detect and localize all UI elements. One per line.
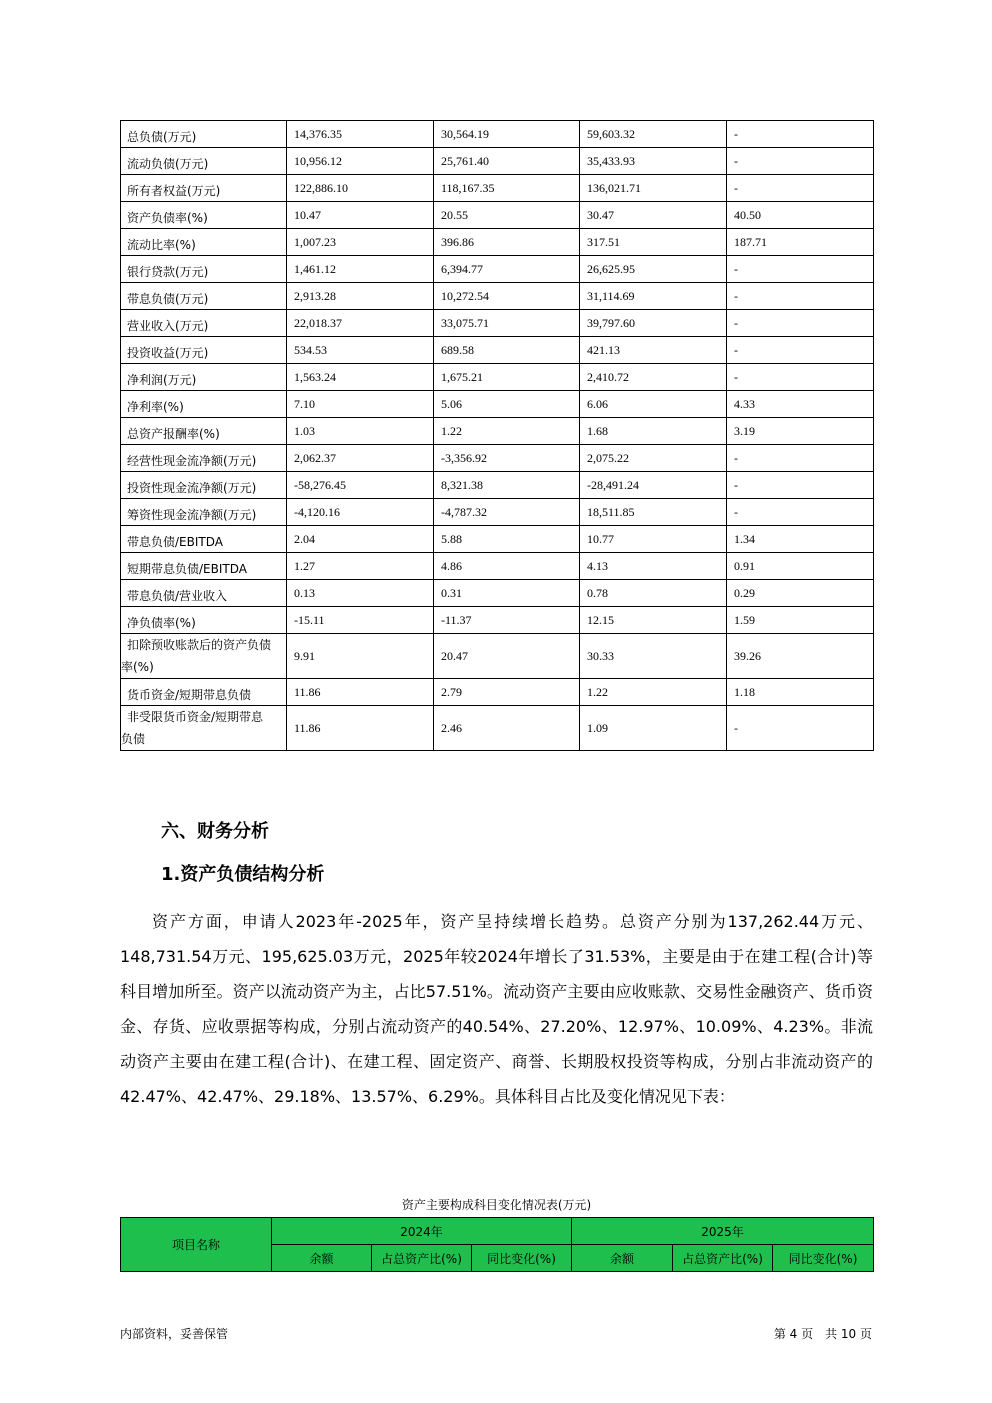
- metric-value: 30.33: [580, 634, 727, 679]
- metric-value: 0.29: [727, 580, 874, 607]
- metric-value: 1.22: [580, 679, 727, 706]
- yoy-header-2024: 同比变化(%): [472, 1245, 572, 1272]
- section-heading: 六、财务分析: [161, 821, 269, 842]
- metric-label: 净利润(万元): [121, 364, 287, 391]
- metric-value: 1,563.24: [287, 364, 434, 391]
- metric-label-line2: 负债: [121, 732, 146, 746]
- metric-value: 7.10: [287, 391, 434, 418]
- metric-value: 18,511.85: [580, 499, 727, 526]
- metric-value: -15.11: [287, 607, 434, 634]
- metric-value: 8,321.38: [434, 472, 580, 499]
- metric-value: -: [727, 337, 874, 364]
- metric-label: 流动比率(%): [121, 229, 287, 256]
- metric-value: 30.47: [580, 202, 727, 229]
- metric-value: 0.91: [727, 553, 874, 580]
- metric-label: 货币资金/短期带息负债: [121, 679, 287, 706]
- metric-value: 10.77: [580, 526, 727, 553]
- metric-value: -: [727, 706, 874, 751]
- metric-value: 396.86: [434, 229, 580, 256]
- metric-value: -4,787.32: [434, 499, 580, 526]
- table-row: [121, 553, 874, 580]
- metrics-table-body: [121, 121, 874, 751]
- metric-value: -: [727, 445, 874, 472]
- table-row: [121, 472, 874, 499]
- metric-value: 689.58: [434, 337, 580, 364]
- metric-value: 0.13: [287, 580, 434, 607]
- metric-label: 筹资性现金流净额(万元): [121, 499, 287, 526]
- metric-label: 营业收入(万元): [121, 310, 287, 337]
- metric-value: 10,272.54: [434, 283, 580, 310]
- year-2025-header: 2025年: [572, 1218, 874, 1245]
- metric-value: 1.03: [287, 418, 434, 445]
- table-row: [121, 418, 874, 445]
- metric-value: 4.13: [580, 553, 727, 580]
- metric-value: 39.26: [727, 634, 874, 679]
- metric-label: 短期带息负债/EBITDA: [121, 553, 287, 580]
- metric-value: -: [727, 310, 874, 337]
- metric-label: 投资收益(万元): [121, 337, 287, 364]
- asset-table-caption: 资产主要构成科目变化情况表(万元): [401, 1198, 592, 1212]
- metric-label: 带息负债/EBITDA: [121, 526, 287, 553]
- metric-value: 26,625.95: [580, 256, 727, 283]
- metric-value: 317.51: [580, 229, 727, 256]
- metric-value: -: [727, 148, 874, 175]
- metric-label: 总负债(万元): [121, 121, 287, 148]
- metric-value: 5.06: [434, 391, 580, 418]
- metric-value: 40.50: [727, 202, 874, 229]
- metric-value: 2.46: [434, 706, 580, 751]
- metric-value: -: [727, 283, 874, 310]
- metric-value: 4.33: [727, 391, 874, 418]
- metric-value: 20.47: [434, 634, 580, 679]
- metric-value: 1.09: [580, 706, 727, 751]
- metric-value: 1.34: [727, 526, 874, 553]
- metric-label-line1: 非受限货币资金/短期带息: [127, 710, 264, 724]
- metric-label-line2: 率(%): [121, 660, 154, 674]
- table-row: [121, 391, 874, 418]
- metric-label: [121, 634, 287, 679]
- table-row: [121, 706, 874, 751]
- metric-label: 流动负债(万元): [121, 148, 287, 175]
- metric-value: -: [727, 499, 874, 526]
- metric-value: 20.55: [434, 202, 580, 229]
- metric-value: 1.18: [727, 679, 874, 706]
- balance-header-2025: 余额: [572, 1245, 673, 1272]
- metric-value: 0.31: [434, 580, 580, 607]
- metric-value: -: [727, 175, 874, 202]
- yoy-header-2025: 同比变化(%): [773, 1245, 874, 1272]
- metric-value: 1,007.23: [287, 229, 434, 256]
- metric-label: 经营性现金流净额(万元): [121, 445, 287, 472]
- metric-value: 1.27: [287, 553, 434, 580]
- metric-value: 122,886.10: [287, 175, 434, 202]
- metric-value: 2.79: [434, 679, 580, 706]
- financial-metrics-table: [120, 120, 874, 751]
- metric-value: 1.59: [727, 607, 874, 634]
- metric-value: -: [727, 364, 874, 391]
- table-row: [121, 148, 874, 175]
- metric-label: 银行贷款(万元): [121, 256, 287, 283]
- metric-value: 14,376.35: [287, 121, 434, 148]
- metric-value: 1,461.12: [287, 256, 434, 283]
- metric-value: 9.91: [287, 634, 434, 679]
- share-header-2025: 占总资产比(%): [673, 1245, 773, 1272]
- metric-value: 1.68: [580, 418, 727, 445]
- metric-value: 30,564.19: [434, 121, 580, 148]
- share-header-2024: 占总资产比(%): [372, 1245, 472, 1272]
- metric-value: 4.86: [434, 553, 580, 580]
- metric-value: 39,797.60: [580, 310, 727, 337]
- metric-value: 136,021.71: [580, 175, 727, 202]
- metric-value: 11.86: [287, 679, 434, 706]
- metric-value: -4,120.16: [287, 499, 434, 526]
- metric-value: 2,075.22: [580, 445, 727, 472]
- metric-value: 0.78: [580, 580, 727, 607]
- metric-value: 33,075.71: [434, 310, 580, 337]
- table-row: [121, 364, 874, 391]
- analysis-paragraph: 资产方面，申请人2023年-2025年，资产呈持续增长趋势。总资产分别为137,262.44万元、148,731.54万元、195,625.03万元，2025年较2024年增长了31.53%，主要是由于在建工程(合计)等科目增加所至。资产以流动资产为主，占比57.51%。流动资产主要由应收账款、交易性金融资产、货币资金、存货、应收票据等构成，分别占流动资产的40.54%、27.20%、12.97%、10.09%、4.23%。非流动资产主要由在建工程(合计)、在建工程、固定资产、商誉、长期股权投资等构成，分别占非流动资产的42.47%、42.47%、29.18%、13.57%、6.29%。具体科目占比及变化情况见下表：: [120, 912, 873, 1106]
- footer-confidential: 内部资料，妥善保管: [120, 1327, 229, 1341]
- metric-value: 2,913.28: [287, 283, 434, 310]
- metric-value: 6.06: [580, 391, 727, 418]
- table-row: [121, 634, 874, 679]
- section-subheading: 1.资产负债结构分析: [161, 864, 325, 885]
- metric-value: 187.71: [727, 229, 874, 256]
- table-row: [121, 679, 874, 706]
- metric-value: 31,114.69: [580, 283, 727, 310]
- metric-value: 22,018.37: [287, 310, 434, 337]
- metric-value: -11.37: [434, 607, 580, 634]
- metric-label: 带息负债(万元): [121, 283, 287, 310]
- metric-value: 2,410.72: [580, 364, 727, 391]
- metric-label: 净利率(%): [121, 391, 287, 418]
- metric-value: 1.22: [434, 418, 580, 445]
- table-row: [121, 526, 874, 553]
- metric-value: -: [727, 472, 874, 499]
- metric-label: 资产负债率(%): [121, 202, 287, 229]
- table-row: [121, 337, 874, 364]
- metric-value: 6,394.77: [434, 256, 580, 283]
- metric-value: 11.86: [287, 706, 434, 751]
- metric-label: 带息负债/营业收入: [121, 580, 287, 607]
- metric-value: 10,956.12: [287, 148, 434, 175]
- metric-value: -28,491.24: [580, 472, 727, 499]
- metric-value: 421.13: [580, 337, 727, 364]
- metric-label: 总资产报酬率(%): [121, 418, 287, 445]
- metric-label: 所有者权益(万元): [121, 175, 287, 202]
- metric-value: -: [727, 256, 874, 283]
- metric-label: 投资性现金流净额(万元): [121, 472, 287, 499]
- metric-label-line1: 扣除预收账款后的资产负债: [127, 638, 272, 652]
- metric-value: 2.04: [287, 526, 434, 553]
- table-row: [121, 256, 874, 283]
- balance-header-2024: 余额: [272, 1245, 372, 1272]
- metric-label: 净负债率(%): [121, 607, 287, 634]
- metric-value: 12.15: [580, 607, 727, 634]
- metric-value: 59,603.32: [580, 121, 727, 148]
- metric-value: 10.47: [287, 202, 434, 229]
- metric-value: 1,675.21: [434, 364, 580, 391]
- metric-value: 118,167.35: [434, 175, 580, 202]
- asset-composition-table: [120, 1217, 874, 1272]
- table-row: [121, 607, 874, 634]
- table-row: [121, 310, 874, 337]
- item-name-header: 项目名称: [121, 1218, 272, 1272]
- metric-value: 5.88: [434, 526, 580, 553]
- table-row: [121, 229, 874, 256]
- footer-page-number: 第 4 页 共 10 页: [773, 1327, 872, 1341]
- metric-value: 534.53: [287, 337, 434, 364]
- table-row: [121, 499, 874, 526]
- table-row: [121, 445, 874, 472]
- metric-value: 35,433.93: [580, 148, 727, 175]
- table-row: [121, 283, 874, 310]
- metric-value: -58,276.45: [287, 472, 434, 499]
- metric-label: [121, 706, 287, 751]
- table-row: [121, 175, 874, 202]
- metric-value: -: [727, 121, 874, 148]
- metric-value: 3.19: [727, 418, 874, 445]
- year-2024-header: 2024年: [272, 1218, 572, 1245]
- metric-value: -3,356.92: [434, 445, 580, 472]
- metric-value: 2,062.37: [287, 445, 434, 472]
- table-row: [121, 121, 874, 148]
- table-row: [121, 580, 874, 607]
- table-row: [121, 202, 874, 229]
- metric-value: 25,761.40: [434, 148, 580, 175]
